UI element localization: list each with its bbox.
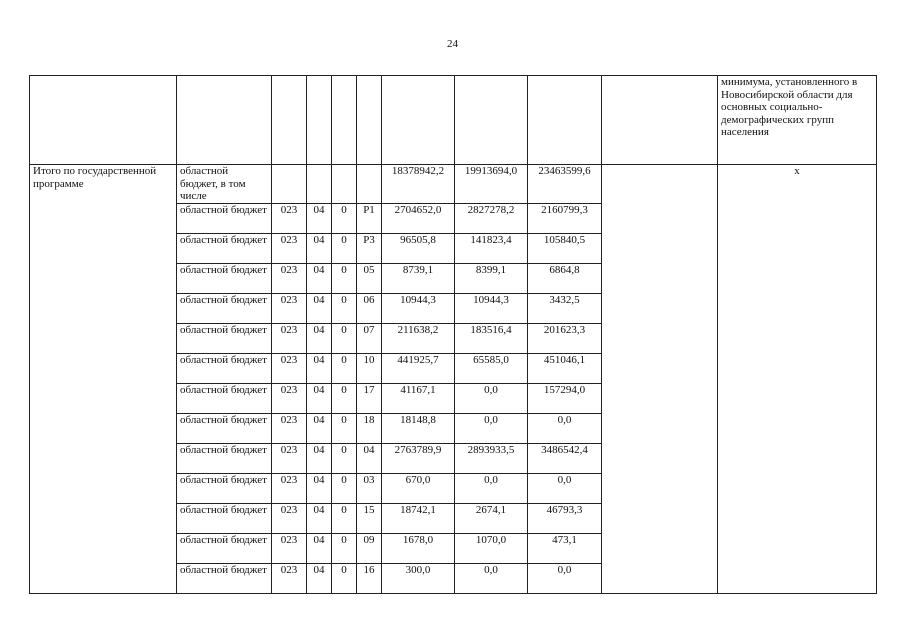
grbs-cell: 023 (272, 294, 307, 324)
value-2-cell: 65585,0 (455, 354, 528, 384)
notes-header-cell: минимума, установленного в Новосибирской области для основных социально-демографических групп населения (718, 76, 877, 165)
value-1-cell: 41167,1 (382, 384, 455, 414)
value-2-cell: 8399,1 (455, 264, 528, 294)
source-cell: областной бюджет (177, 414, 272, 444)
value-1-cell: 300,0 (382, 564, 455, 594)
rz-cell: 04 (307, 384, 332, 414)
code-cell: 06 (357, 294, 382, 324)
table-row (30, 234, 877, 264)
rz-cell: 04 (307, 294, 332, 324)
value-1-cell: 2763789,9 (382, 444, 455, 474)
total-value-2: 19913694,0 (455, 165, 528, 204)
code-cell: 03 (357, 474, 382, 504)
grbs-cell: 023 (272, 504, 307, 534)
empty-cell (602, 474, 718, 504)
note-cell (718, 324, 877, 354)
empty-cell (602, 234, 718, 264)
rz-cell: 04 (307, 204, 332, 234)
value-1-cell: 96505,8 (382, 234, 455, 264)
program-label-cell (30, 204, 177, 234)
source-cell: областной бюджет (177, 294, 272, 324)
note-cell (718, 564, 877, 594)
empty-cell (602, 354, 718, 384)
program-label-cell (30, 234, 177, 264)
pr-cell: 0 (332, 444, 357, 474)
value-3-cell: 105840,5 (528, 234, 602, 264)
rz-cell: 04 (307, 354, 332, 384)
table-row (30, 564, 877, 594)
pr-cell: 0 (332, 204, 357, 234)
source-cell: областной бюджет (177, 354, 272, 384)
value-3-cell: 2160799,3 (528, 204, 602, 234)
note-cell (718, 474, 877, 504)
rz-cell: 04 (307, 414, 332, 444)
note-cell (718, 444, 877, 474)
table-row (30, 474, 877, 504)
rz-cell: 04 (307, 504, 332, 534)
value-3-cell: 3432,5 (528, 294, 602, 324)
program-total-label: Итого по государственной программе (30, 165, 177, 204)
note-cell (718, 354, 877, 384)
value-1-cell: 670,0 (382, 474, 455, 504)
value-2-cell: 141823,4 (455, 234, 528, 264)
value-1-cell: 441925,7 (382, 354, 455, 384)
empty-cell (602, 564, 718, 594)
empty-cell (602, 324, 718, 354)
value-3-cell: 157294,0 (528, 384, 602, 414)
program-label-cell (30, 414, 177, 444)
rz-cell: 04 (307, 534, 332, 564)
note-cell (718, 234, 877, 264)
program-label-cell (30, 294, 177, 324)
budget-table (29, 75, 877, 594)
table-row (30, 294, 877, 324)
source-cell: областной бюджет (177, 534, 272, 564)
program-label-cell (30, 324, 177, 354)
value-2-cell: 2827278,2 (455, 204, 528, 234)
value-3-cell: 201623,3 (528, 324, 602, 354)
empty-cell (602, 204, 718, 234)
empty-cell (602, 534, 718, 564)
total-source-cell: областной бюджет, в том числе (177, 165, 272, 204)
pr-cell: 0 (332, 564, 357, 594)
note-cell (718, 264, 877, 294)
code-cell: 15 (357, 504, 382, 534)
rz-cell: 04 (307, 444, 332, 474)
value-1-cell: 2704652,0 (382, 204, 455, 234)
program-label-cell (30, 504, 177, 534)
empty-cell (602, 444, 718, 474)
table-row (30, 414, 877, 444)
grbs-cell: 023 (272, 264, 307, 294)
total-row (30, 165, 877, 204)
program-label-cell (30, 444, 177, 474)
pr-cell: 0 (332, 474, 357, 504)
program-label-cell (30, 534, 177, 564)
value-1-cell: 1678,0 (382, 534, 455, 564)
source-cell: областной бюджет (177, 324, 272, 354)
grbs-cell: 023 (272, 354, 307, 384)
pr-cell: 0 (332, 534, 357, 564)
note-cell (718, 414, 877, 444)
note-cell (718, 534, 877, 564)
source-cell: областной бюджет (177, 504, 272, 534)
table-row (30, 504, 877, 534)
program-label-cell (30, 474, 177, 504)
empty-cell (602, 414, 718, 444)
program-label-cell (30, 384, 177, 414)
code-cell: 04 (357, 444, 382, 474)
value-3-cell: 6864,8 (528, 264, 602, 294)
empty-cell (602, 294, 718, 324)
table-row (30, 264, 877, 294)
pr-cell: 0 (332, 504, 357, 534)
value-3-cell: 3486542,4 (528, 444, 602, 474)
code-cell: 10 (357, 354, 382, 384)
pr-cell: 0 (332, 414, 357, 444)
grbs-cell: 023 (272, 324, 307, 354)
value-3-cell: 0,0 (528, 414, 602, 444)
total-note-cell: х (718, 165, 877, 204)
grbs-cell: 023 (272, 534, 307, 564)
grbs-cell: 023 (272, 234, 307, 264)
table-row (30, 324, 877, 354)
empty-cell (602, 504, 718, 534)
rz-cell: 04 (307, 474, 332, 504)
value-2-cell: 2893933,5 (455, 444, 528, 474)
grbs-cell: 023 (272, 384, 307, 414)
source-cell: областной бюджет (177, 474, 272, 504)
value-1-cell: 8739,1 (382, 264, 455, 294)
value-2-cell: 10944,3 (455, 294, 528, 324)
pr-cell: 0 (332, 384, 357, 414)
table-row (30, 444, 877, 474)
value-1-cell: 211638,2 (382, 324, 455, 354)
code-cell: 07 (357, 324, 382, 354)
value-3-cell: 46793,3 (528, 504, 602, 534)
grbs-cell: 023 (272, 564, 307, 594)
source-cell: областной бюджет (177, 264, 272, 294)
header-continuation-row (30, 76, 877, 165)
value-3-cell: 473,1 (528, 534, 602, 564)
value-1-cell: 18148,8 (382, 414, 455, 444)
table-row (30, 384, 877, 414)
source-cell: областной бюджет (177, 204, 272, 234)
table-row (30, 354, 877, 384)
code-cell: 16 (357, 564, 382, 594)
rz-cell: 04 (307, 264, 332, 294)
program-label-cell (30, 564, 177, 594)
pr-cell: 0 (332, 324, 357, 354)
value-2-cell: 0,0 (455, 564, 528, 594)
value-1-cell: 10944,3 (382, 294, 455, 324)
source-cell: областной бюджет (177, 564, 272, 594)
grbs-cell: 023 (272, 474, 307, 504)
rz-cell: 04 (307, 564, 332, 594)
value-2-cell: 0,0 (455, 384, 528, 414)
source-cell: областной бюджет (177, 384, 272, 414)
total-value-1: 18378942,2 (382, 165, 455, 204)
source-cell: областной бюджет (177, 234, 272, 264)
value-2-cell: 2674,1 (455, 504, 528, 534)
value-1-cell: 18742,1 (382, 504, 455, 534)
code-cell: 17 (357, 384, 382, 414)
note-cell (718, 384, 877, 414)
pr-cell: 0 (332, 234, 357, 264)
note-cell (718, 204, 877, 234)
source-cell: областной бюджет (177, 444, 272, 474)
grbs-cell: 023 (272, 204, 307, 234)
code-cell: 05 (357, 264, 382, 294)
pr-cell: 0 (332, 294, 357, 324)
rz-cell: 04 (307, 324, 332, 354)
grbs-cell: 023 (272, 414, 307, 444)
note-cell (718, 294, 877, 324)
value-3-cell: 0,0 (528, 474, 602, 504)
empty-cell (602, 384, 718, 414)
value-3-cell: 451046,1 (528, 354, 602, 384)
grbs-cell: 023 (272, 444, 307, 474)
code-cell: P1 (357, 204, 382, 234)
total-value-3: 23463599,6 (528, 165, 602, 204)
value-2-cell: 0,0 (455, 414, 528, 444)
table-row (30, 204, 877, 234)
rz-cell: 04 (307, 234, 332, 264)
value-2-cell: 0,0 (455, 474, 528, 504)
code-cell: 18 (357, 414, 382, 444)
value-2-cell: 183516,4 (455, 324, 528, 354)
value-2-cell: 1070,0 (455, 534, 528, 564)
pr-cell: 0 (332, 264, 357, 294)
note-cell (718, 504, 877, 534)
pr-cell: 0 (332, 354, 357, 384)
value-3-cell: 0,0 (528, 564, 602, 594)
page-number: 24 (447, 38, 458, 50)
code-cell: P3 (357, 234, 382, 264)
code-cell: 09 (357, 534, 382, 564)
program-label-cell (30, 354, 177, 384)
program-label-cell (30, 264, 177, 294)
empty-cell (602, 264, 718, 294)
table-row (30, 534, 877, 564)
